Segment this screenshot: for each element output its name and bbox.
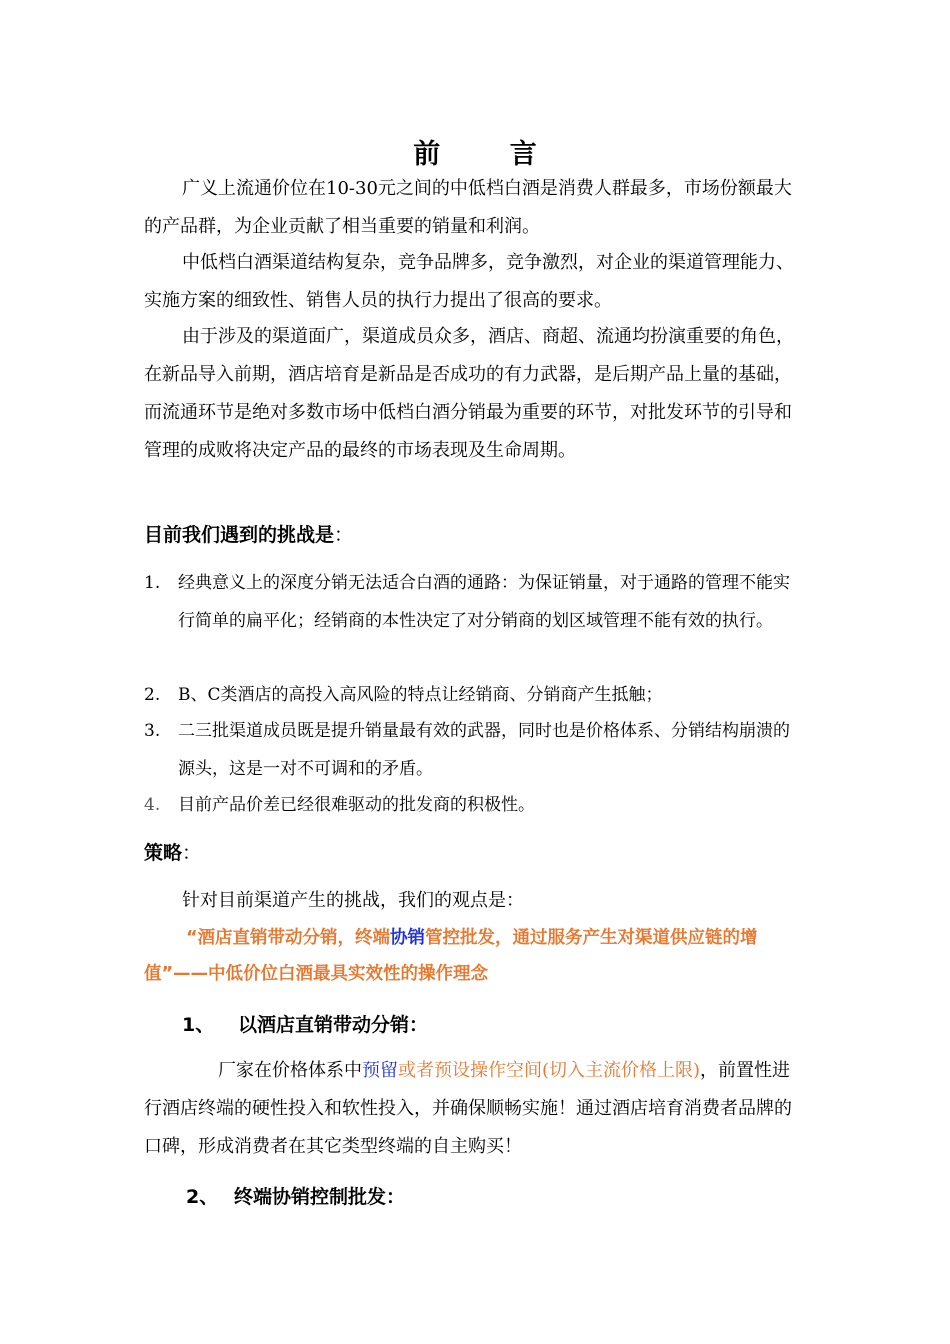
challenges-heading-text: 目前我们遇到的挑战是 [144, 524, 335, 546]
subheading-number: 2、 [186, 1186, 219, 1208]
slogan-part-a: “酒店直销带动分销，终端 [186, 928, 391, 948]
challenge-text: B、C类酒店的高投入高风险的特点让经销商、分销商产生抵触； [178, 685, 663, 705]
page-title: 前 言 [413, 139, 567, 170]
body-highlight-orange: 或者预设操作空间(切入主流价格上限) [398, 1060, 701, 1081]
slogan-part-c: 管控批发，通过服务产生对渠道供应链的增值”——中低价位白酒最具实效性的操作理念 [144, 928, 758, 984]
challenge-item-4 [144, 786, 804, 824]
strategy-subheading-2 [186, 1182, 405, 1209]
preface-paragraph-1: 广义上流通价位在10-30元之间的中低档白酒是消费人群最多，市场份额最大的产品群，为企业贡献了相当重要的销量和利润。 [144, 178, 792, 237]
preface-paragraph-2: 中低档白酒渠道结构复杂，竞争品牌多，竞争激烈，对企业的渠道管理能力、实施方案的细致性、销售人员的执行力提出了很高的要求。 [144, 252, 794, 311]
strategy-intro: 针对目前渠道产生的挑战，我们的观点是： [182, 890, 524, 911]
challenge-number: 1. [144, 573, 161, 593]
challenge-number: 2. [144, 685, 161, 705]
body-part-a: 厂家在价格体系中 [218, 1060, 362, 1081]
challenge-text: 经典意义上的深度分销无法适合白酒的通路：为保证销量，对于通路的管理不能实行简单的扁平化；经销商的本性决定了对分销商的划区域管理不能有效的执行。 [178, 573, 790, 631]
challenge-text: 目前产品价差已经很难驱动的批发商的积极性。 [178, 795, 535, 815]
challenge-number: 4. [144, 795, 161, 815]
challenge-text: 二三批渠道成员既是提升销量最有效的武器，同时也是价格体系、分销结构崩溃的源头，这是一对不可调和的矛盾。 [178, 721, 790, 779]
challenges-heading-colon: ： [334, 524, 354, 546]
strategy-subheading-1 [182, 1010, 428, 1037]
subheading-number: 1、 [182, 1014, 215, 1036]
body-part-d: ，前置性进行酒店终端的硬性投入和软性投入，并确保顺畅实施！通过酒店培育消费者品牌的口碑，形成消费者在其它类型终端的自主购买！ [144, 1060, 792, 1157]
body-highlight-blue: 预留 [362, 1060, 398, 1081]
preface-paragraph-3: 由于涉及的渠道面广，渠道成员众多，酒店、商超、流通均扮演重要的角色，在新品导入前期，酒店培育是新品是否成功的有力武器，是后期产品上量的基础，而流通环节是绝对多数市场中低档白酒分销最为重要的环节，对批发环节的引导和管理的成败将决定产品的最终的市场表现及生命周期。 [144, 326, 794, 461]
challenge-item-3 [144, 712, 804, 788]
challenges-heading [144, 520, 353, 547]
challenge-item-1 [144, 564, 804, 640]
challenge-number: 3. [144, 721, 161, 741]
strategy-body-1 [144, 1052, 808, 1166]
strategy-heading-colon: ： [182, 842, 202, 864]
strategy-heading-text: 策略 [144, 842, 183, 864]
subheading-label: 终端协销控制批发： [234, 1186, 406, 1208]
subheading-label: 以酒店直销带动分销： [238, 1014, 429, 1036]
strategy-slogan [144, 920, 804, 992]
slogan-highlight: 协销 [390, 928, 426, 948]
challenge-item-2 [144, 676, 804, 714]
strategy-heading [144, 838, 201, 865]
